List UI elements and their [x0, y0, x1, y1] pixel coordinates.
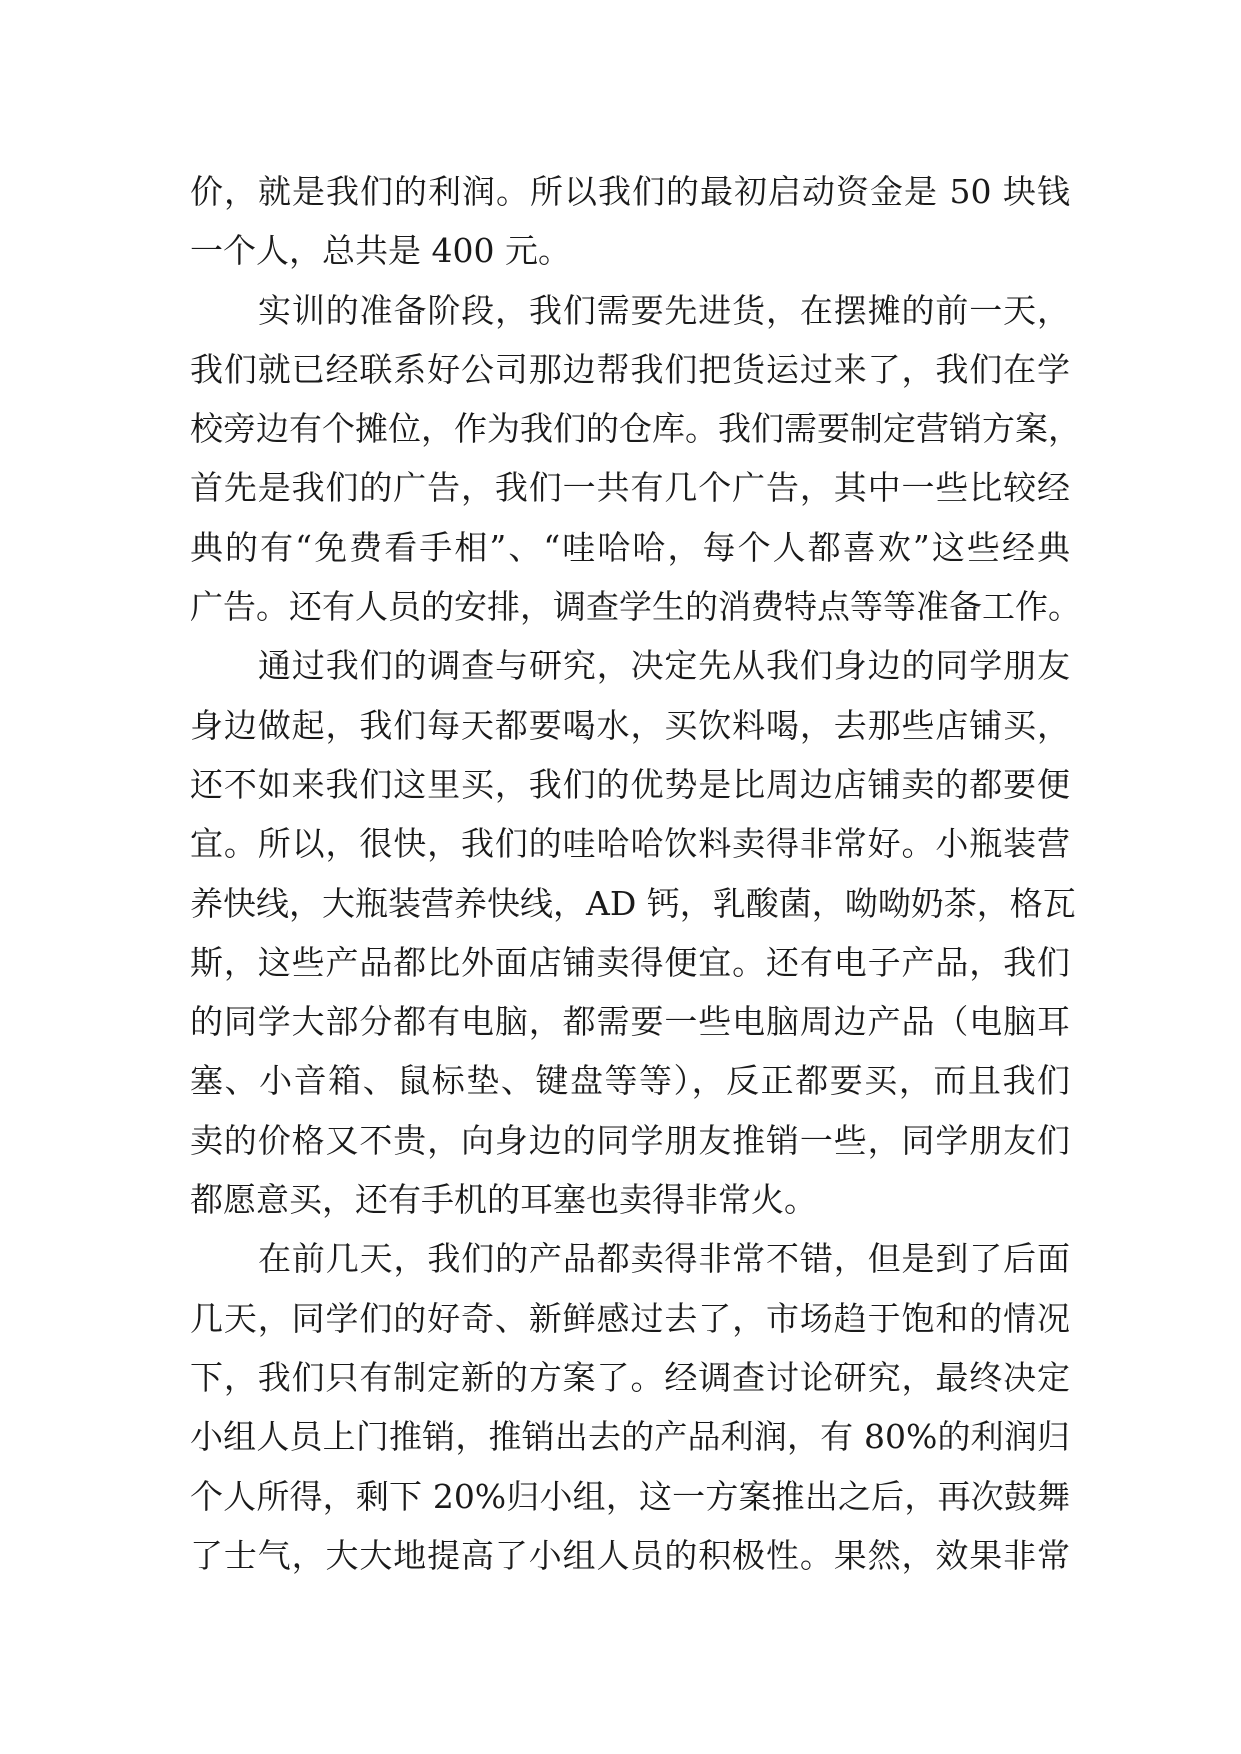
text-line: 下，我们只有制定新的方案了。经调查讨论研究，最终决定 [190, 1357, 1070, 1397]
text-line: 首先是我们的广告，我们一共有几个广告，其中一些比较经 [190, 468, 1070, 508]
text-line: 价，就是我们的利润。所以我们的最初启动资金是 50 块钱 [190, 172, 1070, 211]
text-line: 校旁边有个摊位，作为我们的仓库。我们需要制定营销方案， [190, 409, 1081, 449]
text-line: 了士气，大大地提高了小组人员的积极性。果然，效果非常 [190, 1535, 1070, 1575]
text-line: 实训的准备阶段，我们需要先进货，在摆摊的前一天， [258, 290, 1070, 330]
body-text [190, 162, 1081, 1585]
text-line: 还不如来我们这里买，我们的优势是比周边店铺卖的都要便 [190, 764, 1070, 804]
text-line: 塞、小音箱、鼠标垫、键盘等等），反正都要买，而且我们 [190, 1061, 1070, 1101]
text-line: 在前几天，我们的产品都卖得非常不错，但是到了后面 [258, 1239, 1070, 1279]
text-line: 典的有“免费看手相”、“哇哈哈，每个人都喜欢”这些经典 [190, 527, 1070, 567]
text-line: 斯，这些产品都比外面店铺卖得便宜。还有电子产品，我们 [190, 942, 1070, 982]
text-line: 养快线，大瓶装营养快线，AD 钙，乳酸菌，呦呦奶茶，格瓦 [190, 883, 1076, 923]
text-line: 宜。所以，很快，我们的哇哈哈饮料卖得非常好。小瓶装营 [190, 824, 1070, 864]
text-line: 都愿意买，还有手机的耳塞也卖得非常火。 [190, 1180, 817, 1220]
text-line: 个人所得，剩下 20%归小组，这一方案推出之后，再次鼓舞 [190, 1476, 1070, 1516]
text-line: 身边做起，我们每天都要喝水，买饮料喝，去那些店铺买， [190, 705, 1070, 745]
text-line: 一个人，总共是 400 元。 [190, 231, 571, 271]
text-line: 广告。还有人员的安排，调查学生的消费特点等等准备工作。 [190, 587, 1081, 627]
text-line: 通过我们的调查与研究，决定先从我们身边的同学朋友 [258, 646, 1070, 686]
text-line: 我们就已经联系好公司那边帮我们把货运过来了，我们在学 [190, 349, 1070, 389]
text-line: 卖的价格又不贵，向身边的同学朋友推销一些，同学朋友们 [190, 1120, 1070, 1160]
text-line: 几天，同学们的好奇、新鲜感过去了，市场趋于饱和的情况 [190, 1298, 1070, 1338]
text-line: 的同学大部分都有电脑，都需要一些电脑周边产品（电脑耳 [190, 1002, 1070, 1042]
text-line: 小组人员上门推销，推销出去的产品利润，有 80%的利润归 [190, 1417, 1070, 1457]
